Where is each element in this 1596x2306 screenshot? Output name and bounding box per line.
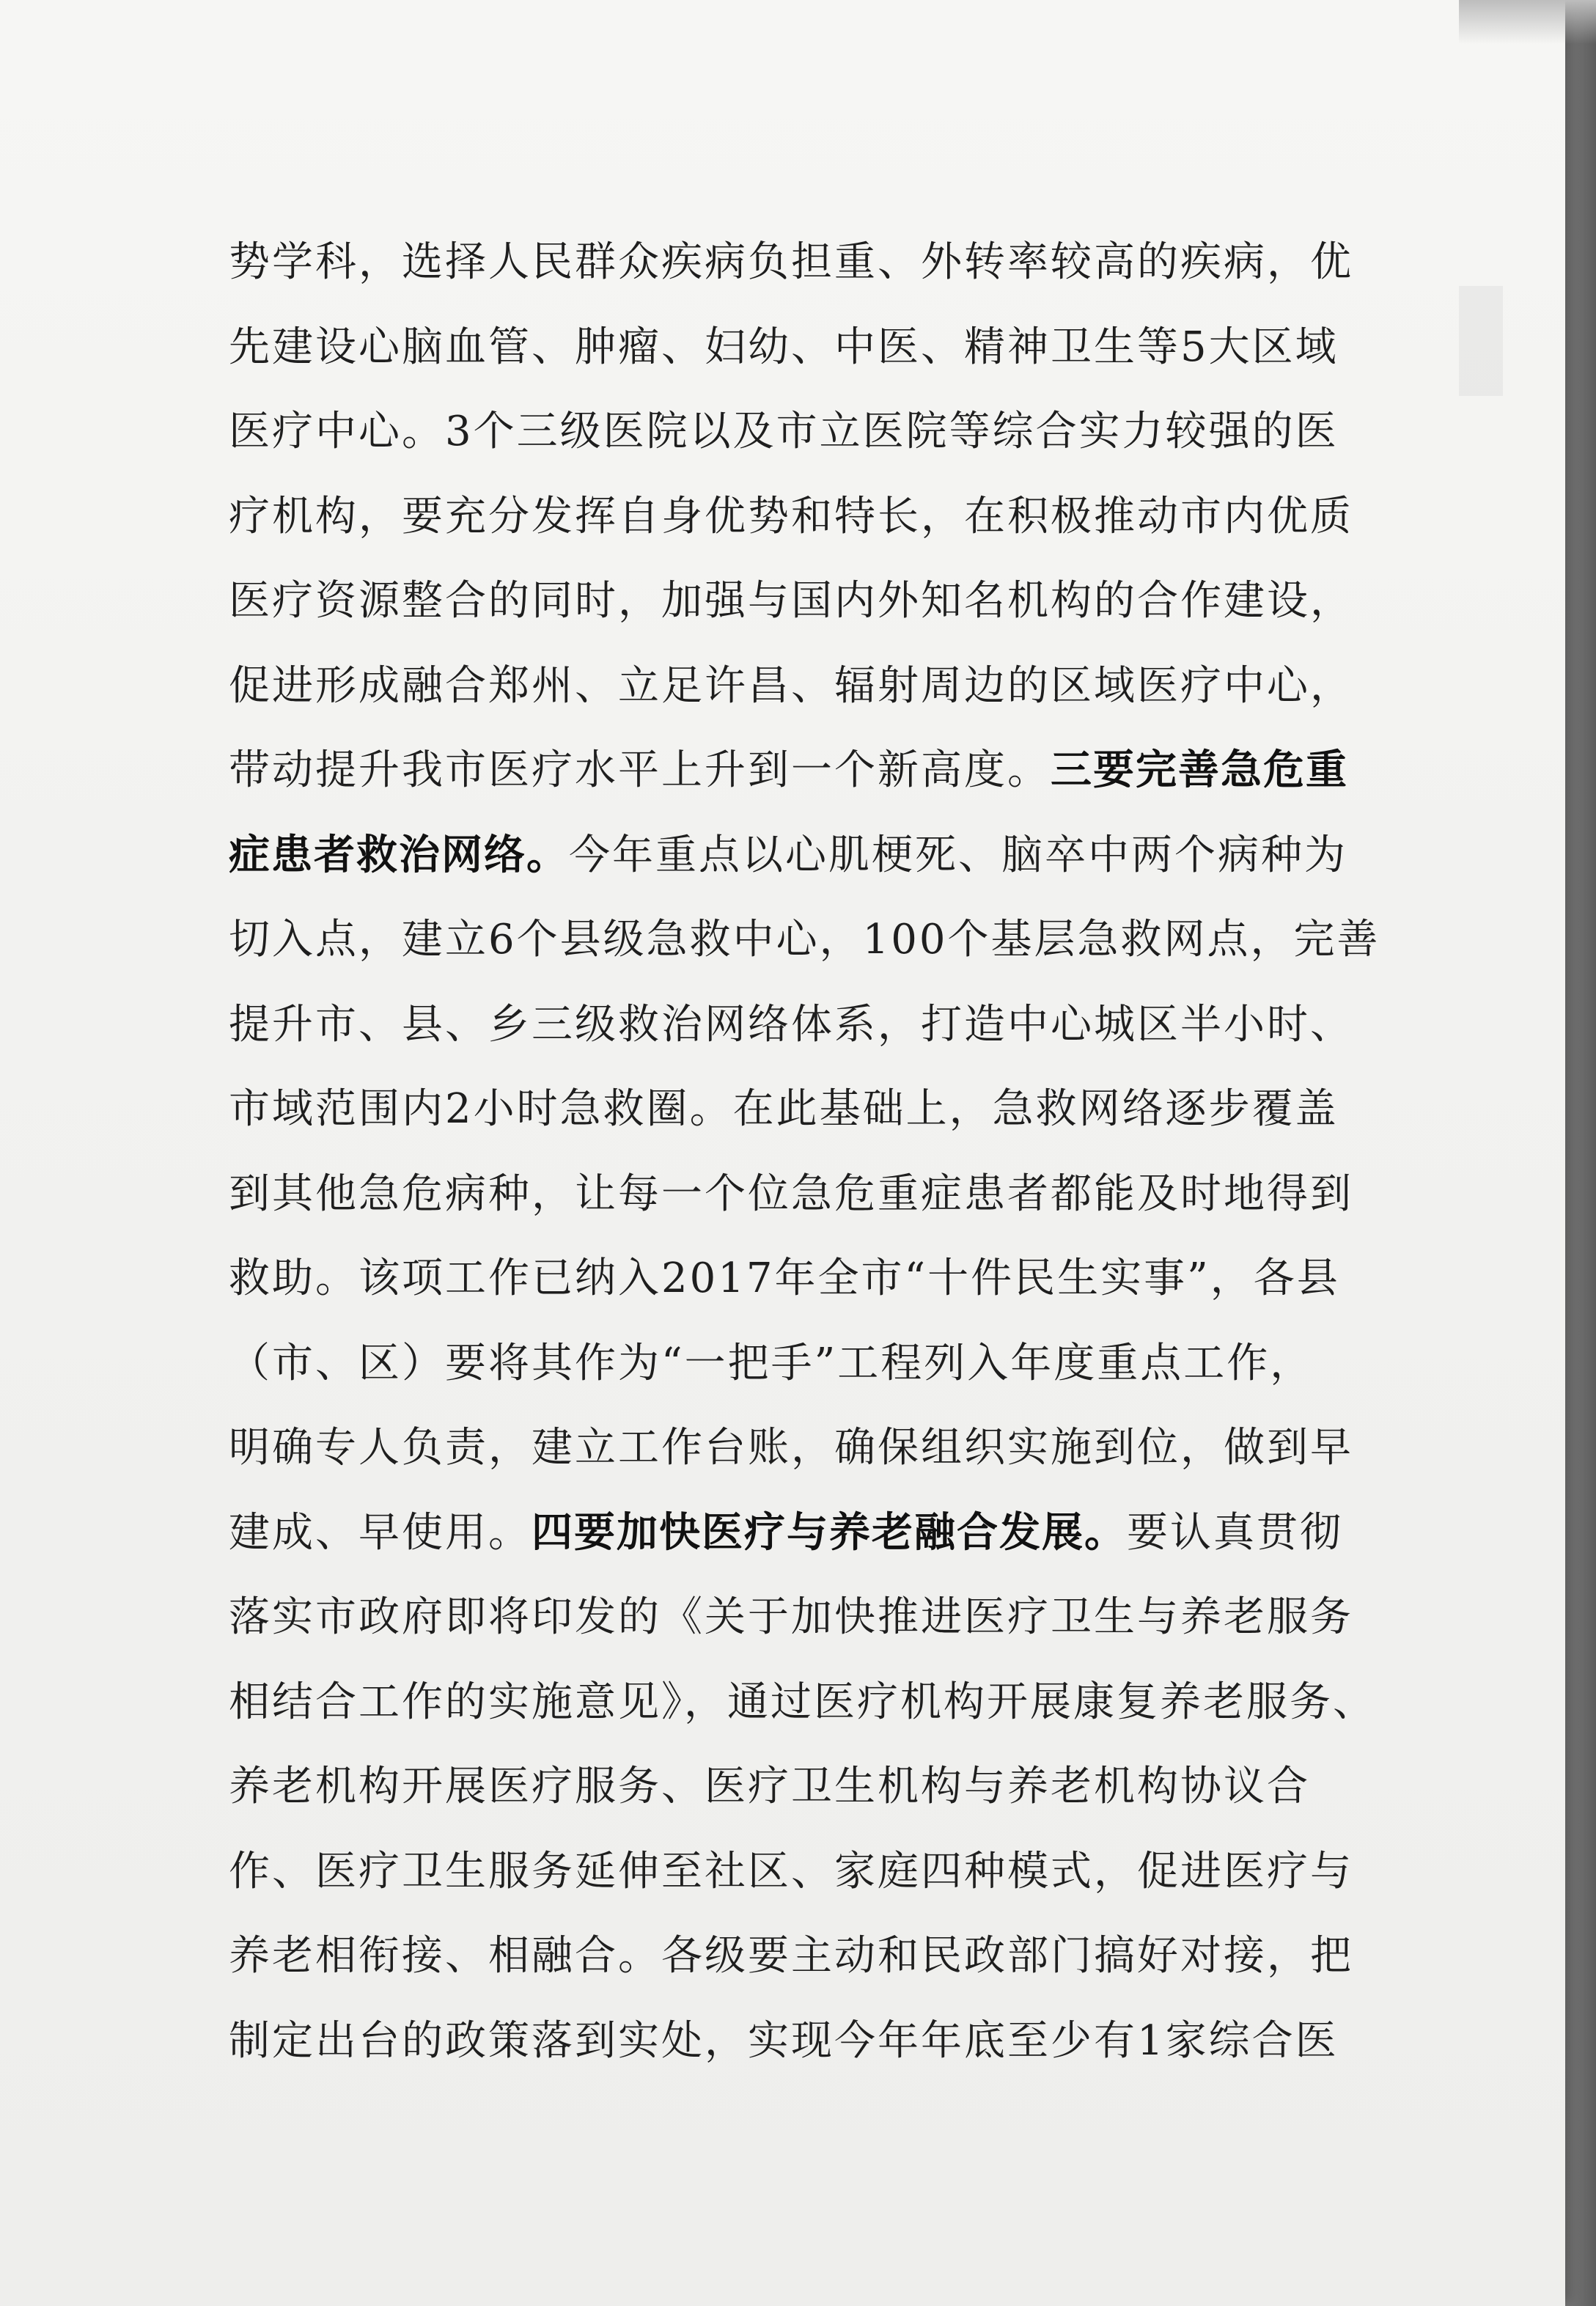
text-line: [229, 1491, 1372, 1576]
text-line: [229, 983, 1372, 1068]
text-line: [229, 813, 1372, 898]
bold-heading-segment: 症患者救治网络。: [229, 831, 569, 879]
text-line: [229, 1406, 1372, 1491]
text-segment: 医疗资源整合的同时，加强与国内外知名机构的合作建设，: [229, 577, 1353, 625]
text-segment: 制定出台的政策落到实处，实现今年年底至少有1家综合医: [229, 2016, 1339, 2065]
text-line: [229, 1829, 1372, 1914]
text-line: [229, 1236, 1372, 1321]
body-text: [229, 220, 1380, 2083]
text-segment: 养老机构开展医疗服务、医疗卫生机构与养老机构协议合: [229, 1763, 1310, 1810]
text-segment: 建成、早使用。: [229, 1508, 532, 1557]
text-segment: 落实市政府即将印发的《关于加快推进医疗卫生与养老服务: [229, 1593, 1353, 1641]
paper-corner-shadow: [1459, 0, 1596, 44]
text-line: [229, 1152, 1372, 1237]
text-segment: 相结合工作的实施意见》，通过医疗机构开展康复养老服务、: [229, 1678, 1376, 1726]
text-segment: 提升市、县、乡三级救治网络体系，打造中心城区半小时、: [229, 1000, 1353, 1049]
text-segment: 养老相衔接、相融合。各级要主动和民政部门搞好对接，把: [229, 1932, 1353, 1980]
text-line: [229, 474, 1372, 559]
text-segment: （市、区）要将其作为“一把手”工程列入年度重点工作，: [229, 1339, 1314, 1387]
text-segment: 医疗中心。3个三级医院以及市立医院等综合实力较强的医: [229, 408, 1339, 455]
text-line: [229, 1999, 1372, 2084]
text-segment: 作、医疗卫生服务延伸至社区、家庭四种模式，促进医疗与: [229, 1847, 1353, 1895]
text-segment: 今年重点以心肌梗死、脑卒中两个病种为: [569, 831, 1347, 879]
bold-heading-segment: 三要完善急危重: [1051, 746, 1348, 794]
text-line: [229, 1660, 1376, 1745]
text-segment: 市域范围内2小时急救圈。在此基础上，急救网络逐步覆盖: [229, 1085, 1339, 1133]
bold-heading-segment: 四要加快医疗与养老融合发展。: [532, 1508, 1127, 1557]
text-segment: 要认真贯彻: [1127, 1508, 1343, 1557]
text-line: [229, 1914, 1372, 1999]
text-line: [229, 1744, 1372, 1829]
text-segment: 势学科，选择人民群众疾病负担重、外转率较高的疾病，优: [229, 238, 1353, 286]
text-segment: 促进形成融合郑州、立足许昌、辐射周边的区域医疗中心，: [229, 661, 1353, 710]
text-segment: 到其他急危病种，让每一个位急危重症患者都能及时地得到: [229, 1169, 1353, 1218]
text-line: [229, 1575, 1372, 1660]
text-segment: 切入点，建立6个县级急救中心，100个基层急救网点，完善: [229, 916, 1380, 963]
text-line: [229, 389, 1372, 474]
text-line: [229, 305, 1372, 390]
text-segment: 带动提升我市医疗水平上升到一个新高度。: [229, 746, 1051, 794]
text-line: [229, 220, 1372, 305]
text-line: [229, 1321, 1372, 1406]
text-segment: 救助。该项工作已纳入2017年全市“十件民生实事”，各县: [229, 1255, 1340, 1302]
text-line: [229, 897, 1380, 983]
text-line: [229, 1067, 1372, 1152]
text-segment: 疗机构，要充分发挥自身优势和特长，在积极推动市内优质: [229, 492, 1353, 540]
text-segment: 先建设心脑血管、肿瘤、妇幼、中医、精神卫生等5大区域: [229, 323, 1339, 371]
text-segment: 明确专人负责，建立工作台账，确保组织实施到位，做到早: [229, 1424, 1353, 1472]
text-line: [229, 559, 1372, 644]
ink-bleed-through: [1459, 286, 1503, 396]
text-line: [229, 644, 1372, 729]
text-line: [229, 728, 1372, 813]
